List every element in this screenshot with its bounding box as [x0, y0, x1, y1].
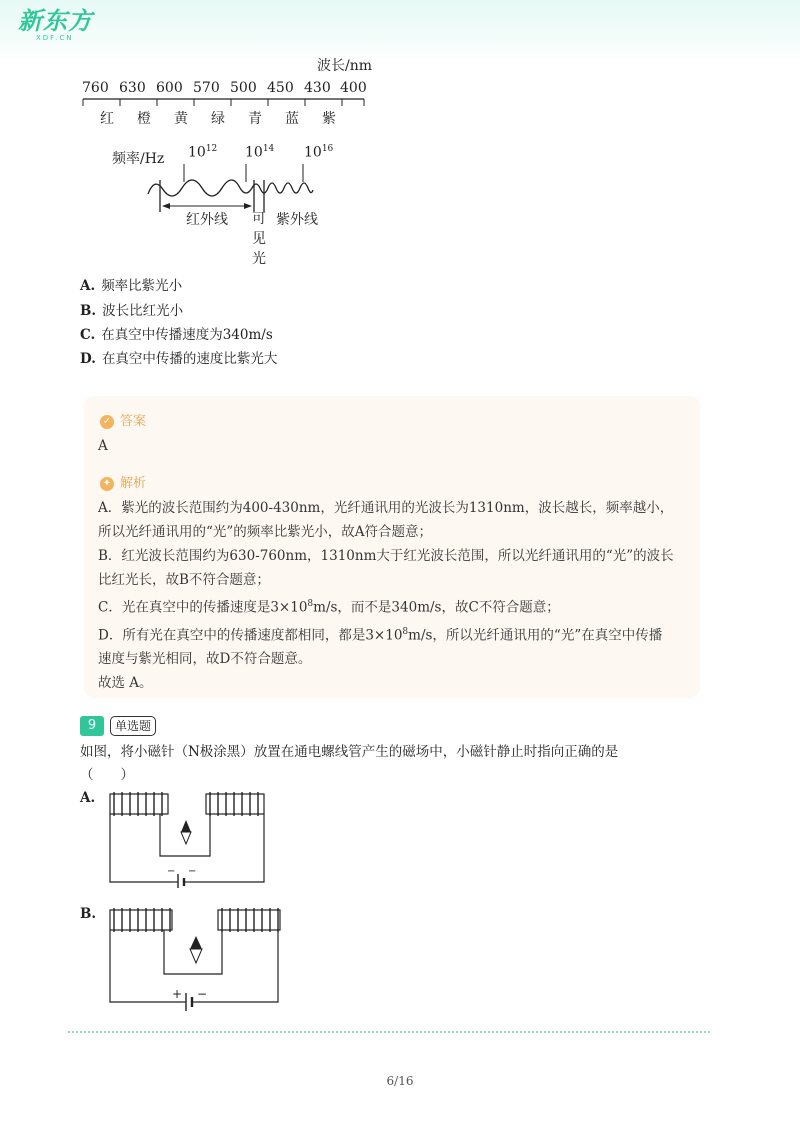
ultraviolet-label: 紫外线	[276, 212, 318, 228]
option-d[interactable]: D. 在真空中传播的速度比紫光大	[80, 351, 278, 367]
analysis-line: 速度与紫光相同，故D不符合题意。	[98, 651, 312, 667]
analysis-line: 所以光纤通讯用的“光”的频率比紫光小，故A符合题意；	[98, 524, 433, 540]
wavelength-value: 570	[193, 80, 220, 96]
analysis-text	[98, 496, 698, 695]
solenoid-diagram-a	[100, 788, 280, 888]
option-c[interactable]: C. 在真空中传播速度为340m/s	[80, 327, 273, 343]
color-label: 紫	[322, 111, 336, 127]
footer-divider	[68, 1031, 710, 1033]
wavelength-value: 600	[156, 80, 183, 96]
freq-mark: $10^{14}$	[245, 144, 275, 161]
header-band	[0, 0, 800, 62]
color-label: 红	[100, 111, 114, 127]
option-a[interactable]: A. 频率比紫光小	[80, 278, 183, 294]
battery-terminal-label: −	[197, 987, 208, 1001]
analysis-line: C．光在真空中的传播速度是$3\times 10^8m/s$，而不是340m/s，故C不符合题意；	[98, 599, 560, 616]
question-number: 9	[80, 716, 104, 736]
wavelength-value: 500	[230, 80, 257, 96]
analysis-line: D．所有光在真空中的传播速度都相同，都是$3\times 10^8m/s$，所以光纤通讯用的“光”在真空中传播	[98, 626, 663, 643]
color-label: 黄	[174, 111, 188, 127]
answer-title: ✓ 答案	[100, 410, 146, 429]
question-text: 如图，将小磁针（N极涂黑）放置在通电螺线管产生的磁场中，小磁针静止时指向正确的是	[80, 744, 619, 760]
color-row	[100, 108, 360, 128]
lightbulb-icon: ✦	[100, 477, 114, 491]
wavelength-value: 630	[119, 80, 146, 96]
wavelength-value: 760	[82, 80, 109, 96]
question-type-badge: 单选题	[110, 716, 156, 736]
wavelength-value: 400	[340, 80, 367, 96]
color-label: 绿	[211, 111, 225, 127]
q9-option-a[interactable]: A.	[80, 790, 96, 806]
analysis-title: ✦ 解析	[100, 472, 146, 491]
battery-terminal-label: −	[188, 866, 197, 877]
page-number: 6/16	[386, 1074, 414, 1088]
frequency-label: 频率/Hz	[112, 151, 165, 167]
wavelength-value: 430	[304, 80, 331, 96]
color-label: 青	[248, 111, 262, 127]
wavelength-value: 450	[267, 80, 294, 96]
color-label: 橙	[137, 111, 151, 127]
option-b[interactable]: B. 波长比红光小	[80, 303, 184, 319]
logo-subtext: XDF.CN	[36, 34, 74, 42]
answer-value: A	[98, 438, 108, 454]
q9-option-b[interactable]: B.	[80, 906, 97, 922]
analysis-line: B．红光波长范围约为630-760nm，1310nm大于红光波长范围，所以光纤通讯用的“光”的波长	[98, 548, 674, 564]
logo-text: 新东方	[18, 7, 93, 35]
analysis-conclusion: 故选 A。	[98, 675, 153, 691]
logo	[18, 8, 93, 42]
freq-mark: $10^{16}$	[304, 144, 334, 161]
answer-blank: （ ）	[80, 767, 134, 783]
battery-terminal-label: −	[167, 866, 176, 877]
color-label: 蓝	[285, 111, 299, 127]
analysis-line: 比红光长，故B不符合题意；	[98, 572, 270, 588]
check-icon: ✓	[100, 415, 114, 429]
battery-terminal-label: +	[172, 987, 183, 1001]
visible-light-label: 可 见 光	[252, 211, 266, 267]
freq-mark: $10^{12}$	[188, 144, 218, 161]
wavelength-label: 波长/nm	[317, 58, 373, 74]
solenoid-diagram-b	[100, 902, 290, 1014]
analysis-line: A．紫光的波长范围约为400-430nm，光纤通讯用的光波长为1310nm，波长越长，频率越小，	[98, 500, 674, 516]
infrared-label: 红外线	[186, 212, 228, 228]
